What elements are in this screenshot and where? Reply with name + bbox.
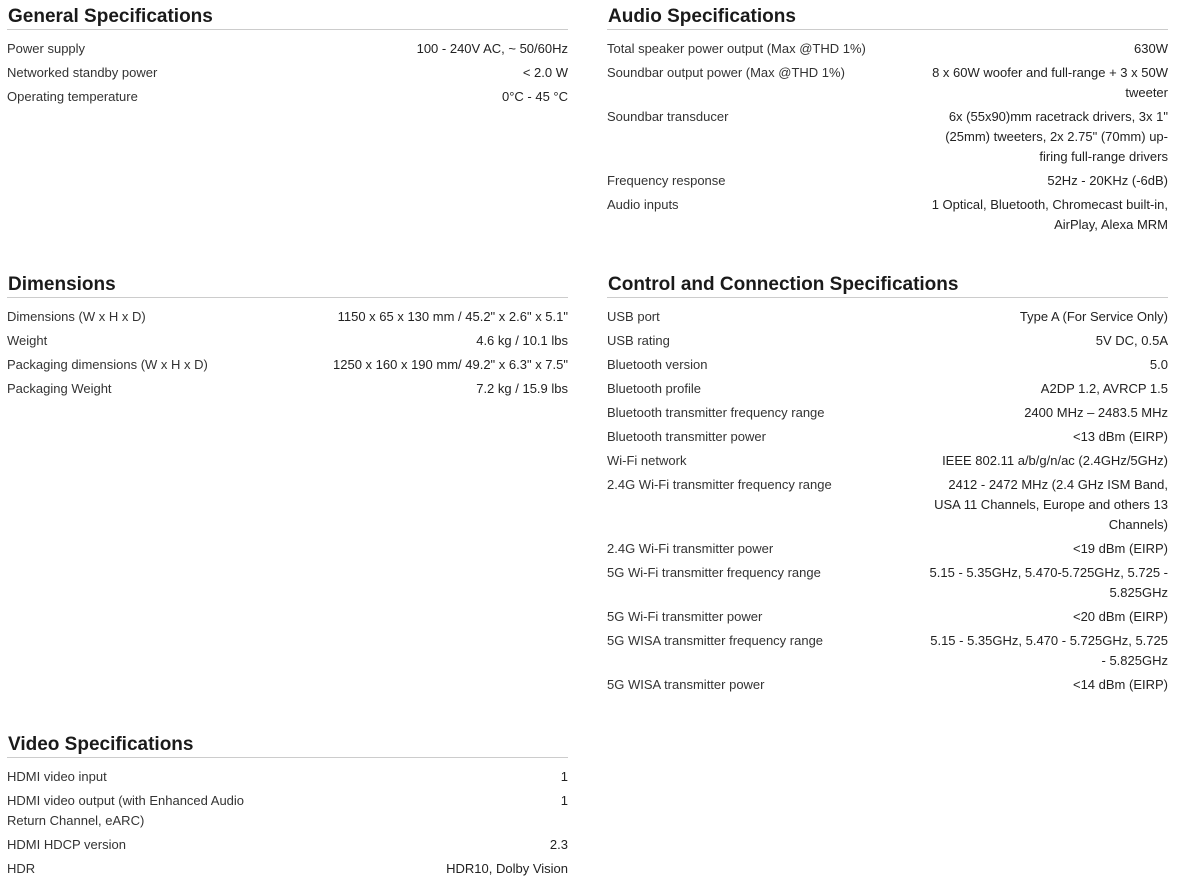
spec-row [607, 451, 1168, 471]
spec-value: 100 - 240V AC, ~ 50/60Hz [416, 41, 568, 56]
spec-value: 1150 x 65 x 130 mm / 45.2" x 2.6" x 5.1" [337, 309, 568, 324]
spec-value: 5.15 - 5.35GHz, 5.470 - 5.725GHz, 5.725 - 5.825GHz [930, 633, 1168, 668]
spec-value: 4.6 kg / 10.1 lbs [476, 333, 568, 348]
spec-label: USB rating [607, 333, 670, 348]
spec-value: <14 dBm (EIRP) [1072, 677, 1168, 692]
spec-row [7, 835, 568, 855]
spec-row [7, 331, 568, 351]
spec-row [607, 331, 1168, 351]
spec-label: HDMI video output (with Enhanced Audio Return Channel, eARC) [7, 793, 245, 828]
spec-label: 5G WISA transmitter power [607, 677, 765, 692]
spec-list [607, 298, 1168, 695]
spec-label: Bluetooth version [607, 357, 708, 372]
spec-label: 2.4G Wi-Fi transmitter power [607, 541, 774, 556]
section-title: Control and Connection Specifications [607, 273, 1168, 298]
spec-row [7, 379, 568, 399]
spec-value: 1250 x 160 x 190 mm/ 49.2" x 6.3" x 7.5" [333, 357, 568, 372]
spec-value: HDR10, Dolby Vision [446, 861, 568, 876]
spec-label: Packaging Weight [7, 381, 112, 396]
spec-label: Bluetooth transmitter power [607, 429, 766, 444]
spec-value: 630W [1134, 41, 1168, 56]
spec-value: 8 x 60W woofer and full-range + 3 x 50W tweeter [932, 65, 1168, 100]
spec-value: 1 Optical, Bluetooth, Chromecast built-in, AirPlay, Alexa MRM [931, 197, 1168, 232]
spec-row [7, 307, 568, 327]
spec-label: Weight [7, 333, 48, 348]
spec-list [7, 758, 568, 879]
spec-label: Bluetooth transmitter frequency range [607, 405, 825, 420]
spec-label: Operating temperature [7, 89, 138, 104]
spec-value: 5.0 [1149, 357, 1168, 372]
spec-value: 7.2 kg / 15.9 lbs [476, 381, 568, 396]
general-specifications-section [7, 5, 568, 111]
spec-row [7, 87, 568, 107]
spec-label: Bluetooth profile [607, 381, 701, 396]
spec-row [607, 63, 1168, 103]
spec-label: Total speaker power output (Max @THD 1%) [607, 41, 866, 56]
section-title: Video Specifications [7, 733, 568, 758]
spec-row [607, 539, 1168, 559]
spec-row [607, 427, 1168, 447]
spec-row [7, 355, 568, 375]
spec-value: <19 dBm (EIRP) [1072, 541, 1168, 556]
spec-value: <13 dBm (EIRP) [1072, 429, 1168, 444]
spec-label: USB port [607, 309, 660, 324]
spec-label: Packaging dimensions (W x H x D) [7, 357, 208, 372]
control-connection-specifications-section [607, 273, 1168, 699]
spec-row [607, 379, 1168, 399]
spec-value: 2400 MHz – 2483.5 MHz [1024, 405, 1168, 420]
spec-row [607, 195, 1168, 235]
spec-value: < 2.0 W [522, 65, 568, 80]
spec-row [7, 791, 568, 831]
section-title: Audio Specifications [607, 5, 1168, 30]
spec-label: Networked standby power [7, 65, 158, 80]
spec-label: Soundbar transducer [607, 109, 729, 124]
spec-row [7, 63, 568, 83]
spec-list [607, 30, 1168, 235]
spec-value: 1 [560, 793, 568, 808]
spec-row [607, 171, 1168, 191]
spec-row [607, 107, 1168, 167]
spec-value: 5V DC, 0.5A [1095, 333, 1168, 348]
spec-row [607, 307, 1168, 327]
spec-value: <20 dBm (EIRP) [1072, 609, 1168, 624]
spec-label: 5G Wi-Fi transmitter power [607, 609, 763, 624]
dimensions-section [7, 273, 568, 403]
spec-label: Wi-Fi network [607, 453, 687, 468]
spec-value: IEEE 802.11 a/b/g/n/ac (2.4GHz/5GHz) [942, 453, 1168, 468]
spec-label: Dimensions (W x H x D) [7, 309, 146, 324]
spec-label: 5G Wi-Fi transmitter frequency range [607, 565, 821, 580]
spec-label: HDR [7, 861, 36, 876]
spec-row [7, 767, 568, 787]
spec-label: Frequency response [607, 173, 726, 188]
spec-value: 5.15 - 5.35GHz, 5.470-5.725GHz, 5.725 - 5.825GHz [929, 565, 1168, 600]
spec-row [607, 631, 1168, 671]
spec-value: A2DP 1.2, AVRCP 1.5 [1040, 381, 1168, 396]
section-title: General Specifications [7, 5, 568, 30]
spec-list [7, 298, 568, 399]
spec-row [607, 475, 1168, 535]
audio-specifications-section [607, 5, 1168, 239]
spec-row [7, 39, 568, 59]
spec-value: 1 [560, 769, 568, 784]
spec-value: 0°C - 45 °C [501, 89, 568, 104]
spec-value: Type A (For Service Only) [1019, 309, 1168, 324]
spec-list [7, 30, 568, 107]
spec-label: 5G WISA transmitter frequency range [607, 633, 824, 648]
spec-value: 52Hz - 20KHz (-6dB) [1047, 173, 1168, 188]
spec-row [607, 355, 1168, 375]
spec-label: HDMI video input [7, 769, 107, 784]
section-title: Dimensions [7, 273, 568, 298]
spec-label: 2.4G Wi-Fi transmitter frequency range [607, 477, 832, 492]
spec-label: HDMI HDCP version [7, 837, 126, 852]
spec-row [607, 607, 1168, 627]
spec-value: 2.3 [549, 837, 568, 852]
spec-row [607, 563, 1168, 603]
spec-label: Audio inputs [607, 197, 679, 212]
spec-label: Soundbar output power (Max @THD 1%) [607, 65, 845, 80]
spec-row [607, 403, 1168, 423]
spec-value: 6x (55x90)mm racetrack drivers, 3x 1" (25mm) tweeters, 2x 2.75" (70mm) up-firing full-range drivers [945, 109, 1168, 164]
spec-row [607, 39, 1168, 59]
spec-value: 2412 - 2472 MHz (2.4 GHz ISM Band, USA 11 Channels, Europe and others 13 Channels) [934, 477, 1168, 532]
spec-row [607, 675, 1168, 695]
spec-row [7, 859, 568, 879]
spec-label: Power supply [7, 41, 86, 56]
video-specifications-section [7, 733, 568, 883]
